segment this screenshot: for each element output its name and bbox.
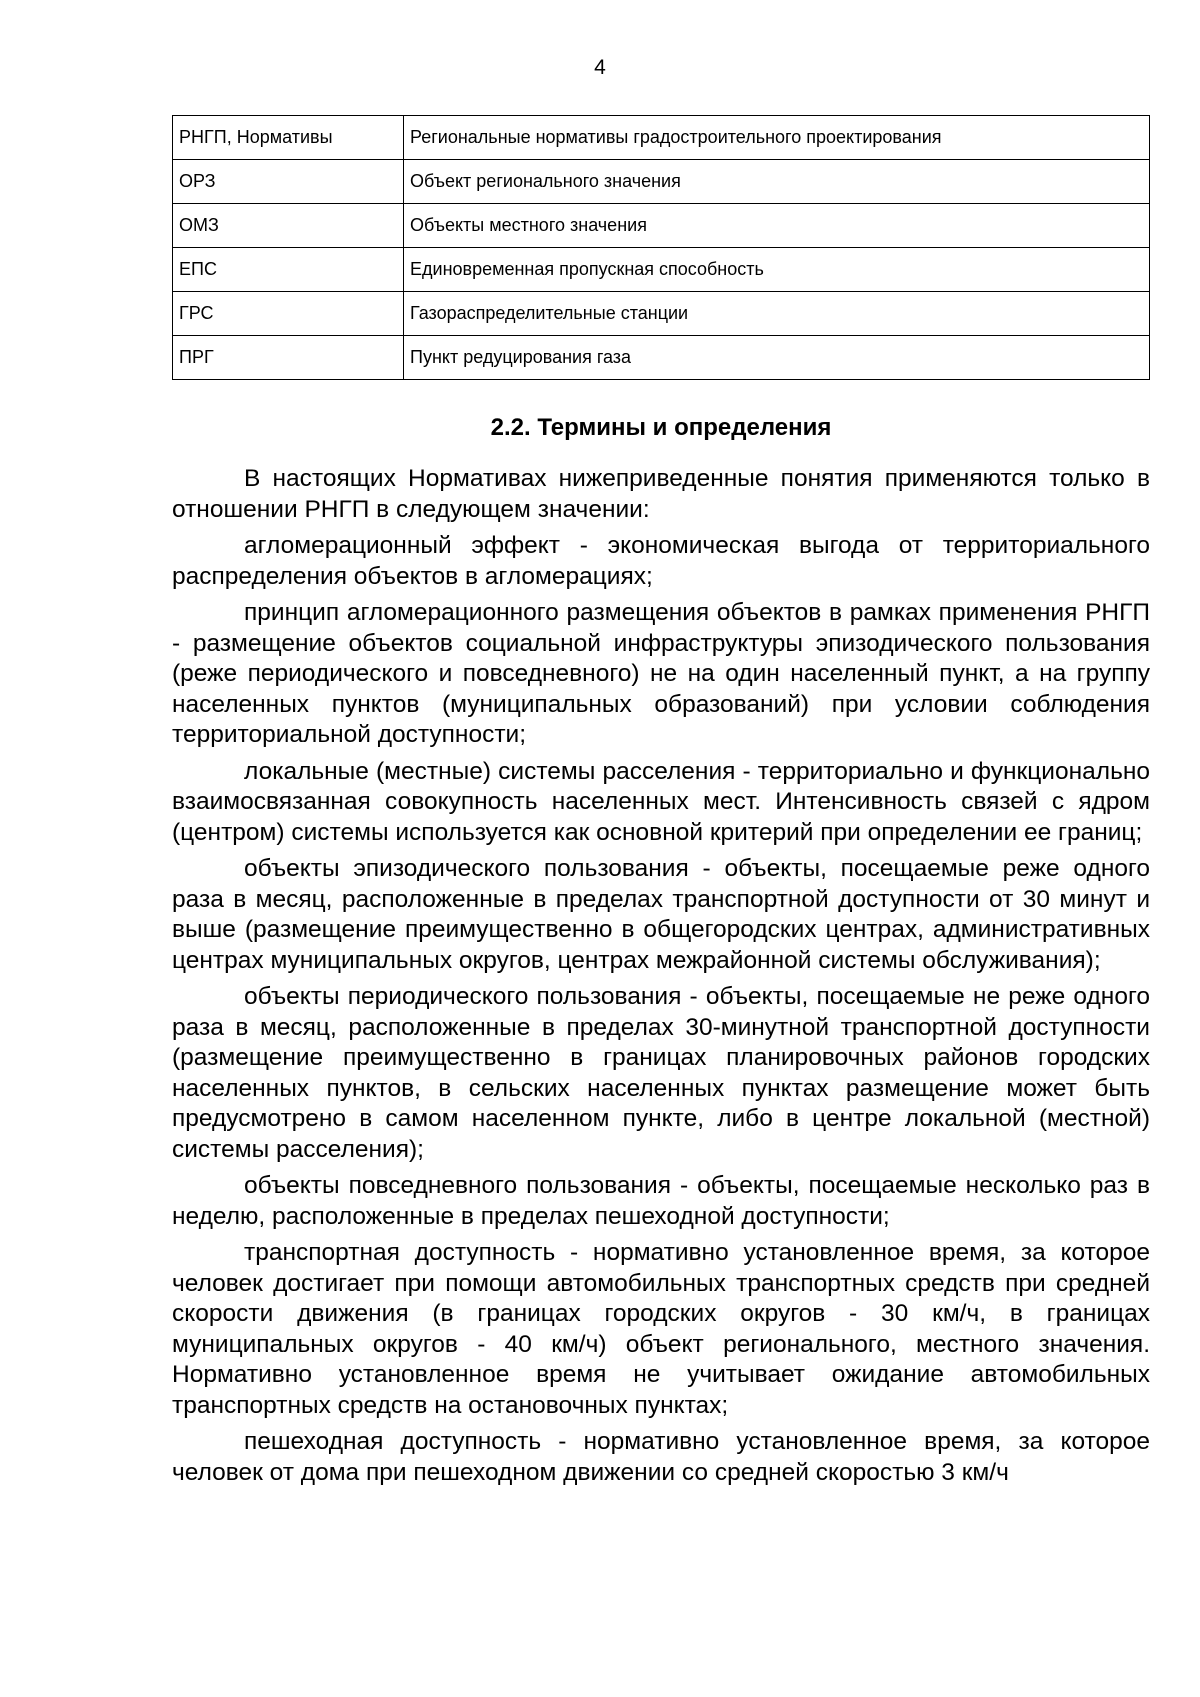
paragraph: объекты эпизодического пользования - объекты, посещаемые реже одного раза в месяц, расположенные в пределах транспортной доступности от 30 минут и выше (размещение преимущественно в общегородских центрах, административных центрах муниципальных округов, центрах межрайонной системы обслуживания);	[172, 855, 1150, 974]
meaning-cell: Объекты местного значения	[404, 204, 1150, 248]
section-title: 2.2. Термины и определения	[490, 414, 832, 441]
abbreviation-cell: ОРЗ	[173, 160, 404, 204]
paragraph: объекты повседневного пользования - объекты, посещаемые несколько раз в неделю, расположенные в пределах пешеходной доступности;	[172, 1172, 1150, 1230]
page-number: 4	[594, 56, 606, 79]
table-row	[173, 248, 1150, 292]
paragraph: объекты периодического пользования - объекты, посещаемые не реже одного раза в месяц, расположенные в пределах 30-минутной транспортной доступности (размещение преимущественно в границах планировочных районов городских населенных пунктов, в сельских населенных пунктах размещение может быть предусмотрено в самом населенном пункте, либо в центре локальной (местной) системы расселения);	[172, 983, 1150, 1163]
meaning-cell: Единовременная пропускная способность	[404, 248, 1150, 292]
meaning-cell: Региональные нормативы градостроительного проектирования	[404, 116, 1150, 160]
abbreviation-cell: ПРГ	[173, 336, 404, 380]
table-row	[173, 336, 1150, 380]
table-row	[173, 292, 1150, 336]
paragraph: транспортная доступность - нормативно установленное время, за которое человек достигает при помощи автомобильных транспортных средств при средней скорости движения (в границах городских округов - 30 км/ч, в границах муниципальных округов - 40 км/ч) объект регионального, местного значения. Нормативно установленное время не учитывает ожидание автомобильных транспортных средств на остановочных пунктах;	[172, 1239, 1150, 1419]
abbreviation-cell: ЕПС	[173, 248, 404, 292]
meaning-cell: Объект регионального значения	[404, 160, 1150, 204]
paragraph: агломерационный эффект - экономическая выгода от территориального распределения объектов в агломерациях;	[172, 532, 1150, 590]
abbreviation-cell: РНГП, Нормативы	[173, 116, 404, 160]
abbreviation-cell: ОМЗ	[173, 204, 404, 248]
section-body	[172, 464, 1150, 1494]
meaning-cell: Газораспределительные станции	[404, 292, 1150, 336]
paragraph: локальные (местные) системы расселения - территориально и функционально взаимосвязанная совокупность населенных мест. Интенсивность связей с ядром (центром) системы используется как основной критерий при определении ее границ;	[172, 757, 1150, 846]
table-row	[173, 204, 1150, 248]
table-row	[173, 116, 1150, 160]
abbreviations-table	[172, 115, 1150, 380]
table-row	[173, 160, 1150, 204]
paragraph: В настоящих Нормативах нижеприведенные понятия применяются только в отношении РНГП в следующем значении:	[172, 465, 1150, 523]
meaning-cell: Пункт редуцирования газа	[404, 336, 1150, 380]
paragraph: принцип агломерационного размещения объектов в рамках применения РНГП - размещение объектов социальной инфраструктуры эпизодического пользования (реже периодического и повседневного) не на один населенный пункт, а на группу населенных пунктов (муниципальных образований) при условии соблюдения территориальной доступности;	[172, 599, 1150, 748]
abbreviation-cell: ГРС	[173, 292, 404, 336]
paragraph: пешеходная доступность - нормативно установленное время, за которое человек от дома при пешеходном движении со средней скоростью 3 км/ч	[172, 1428, 1150, 1486]
